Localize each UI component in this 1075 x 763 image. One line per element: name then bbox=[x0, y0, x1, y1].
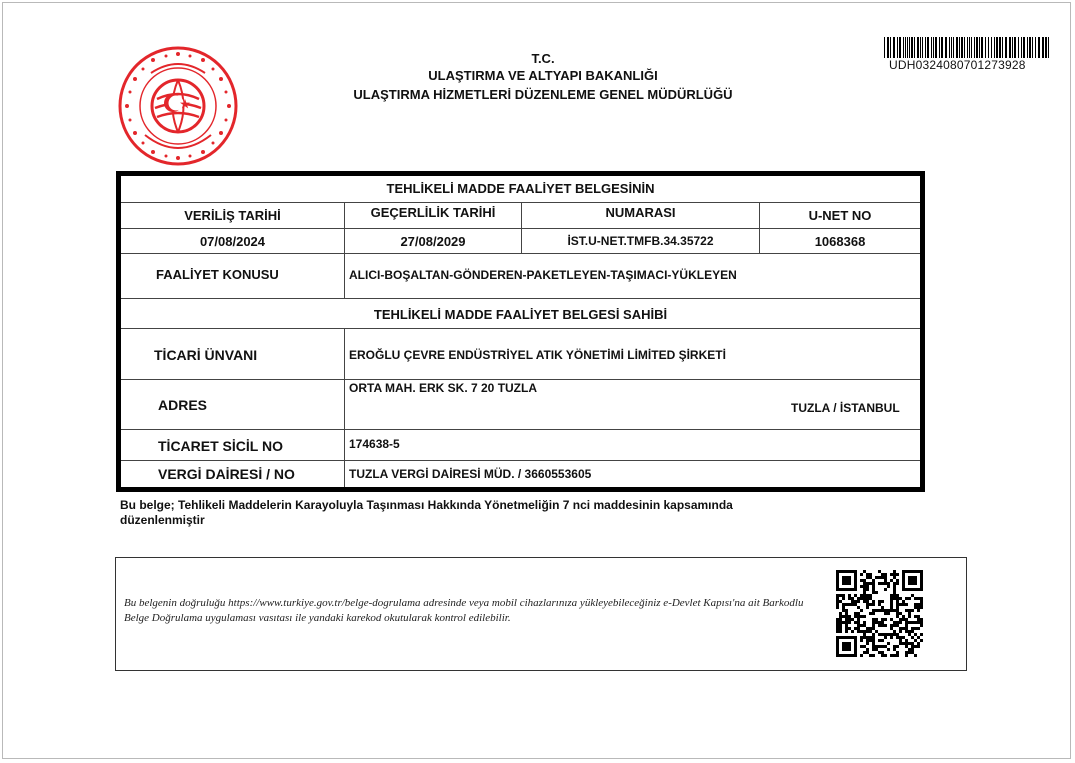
registry-value: 174638-5 bbox=[349, 437, 400, 451]
issue-date-header: VERİLİŞ TARİHİ bbox=[184, 208, 281, 223]
owner-title: TEHLİKELİ MADDE FAALİYET BELGESİ SAHİBİ bbox=[373, 307, 668, 322]
verification-text: Bu belgenin doğruluğu https://www.turkiye.gov.tr/belge-dogrulama adresinde veya mobil cihazlarınıza yükleyebileceğiniz e-Devlet Kapısı'na ait Barkodlu Belge Doğrulama uygulaması vasıtası ile yandaki karekod okutularak kontrol edilebilir. bbox=[124, 597, 804, 624]
barcode-icon bbox=[884, 37, 1052, 58]
address-label: ADRES bbox=[158, 397, 208, 413]
activity-value: ALICI-BOŞALTAN-GÖNDEREN-PAKETLEYEN-TAŞIMACI-YÜKLEYEN bbox=[349, 268, 737, 282]
registry-label: TİCARET SİCİL NO bbox=[158, 438, 283, 454]
number-header: NUMARASI bbox=[605, 205, 676, 220]
tax-label: VERGİ DAİRESİ / NO bbox=[158, 466, 295, 482]
unet-no-header: U-NET NO bbox=[808, 208, 872, 223]
ministry-header bbox=[293, 51, 793, 106]
header-directorate: ULAŞTIRMA HİZMETLERİ DÜZENLEME GENEL MÜDÜRLÜĞÜ bbox=[353, 87, 733, 102]
trade-name-value: EROĞLU ÇEVRE ENDÜSTRİYEL ATIK YÖNETİMİ LİMİTED ŞİRKETİ bbox=[349, 348, 726, 362]
verification-box bbox=[115, 557, 967, 671]
address-district: TUZLA / İSTANBUL bbox=[791, 401, 900, 415]
certificate-page bbox=[2, 2, 1071, 759]
header-tc: T.C. bbox=[531, 51, 555, 66]
ministry-seal-icon bbox=[117, 45, 239, 167]
barcode-number: UDH0324080701273928 bbox=[889, 58, 1026, 72]
issue-date-value: 07/08/2024 bbox=[199, 234, 266, 249]
certificate-table bbox=[116, 171, 925, 492]
certificate-title: TEHLİKELİ MADDE FAALİYET BELGESİNİN bbox=[386, 181, 655, 196]
trade-name-label: TİCARİ ÜNVANI bbox=[154, 347, 258, 363]
address-line: ORTA MAH. ERK SK. 7 20 TUZLA bbox=[349, 381, 538, 395]
validity-date-header: GEÇERLİLİK TARİHİ bbox=[370, 205, 496, 220]
number-value: İST.U-NET.TMFB.34.35722 bbox=[567, 234, 714, 248]
tax-value: TUZLA VERGİ DAİRESİ MÜD. / 3660553605 bbox=[349, 467, 592, 481]
qr-code-icon[interactable] bbox=[836, 570, 923, 657]
validity-date-value: 27/08/2029 bbox=[400, 234, 466, 249]
unet-no-value: 1068368 bbox=[814, 234, 866, 249]
activity-label: FAALİYET KONUSU bbox=[156, 267, 279, 282]
header-ministry: ULAŞTIRMA VE ALTYAPI BAKANLIĞI bbox=[428, 68, 658, 83]
regulation-note: Bu belge; Tehlikeli Maddelerin Karayoluyla Taşınması Hakkında Yönetmeliğin 7 nci maddesinin kapsamında düzenlenmiştir bbox=[120, 498, 733, 527]
